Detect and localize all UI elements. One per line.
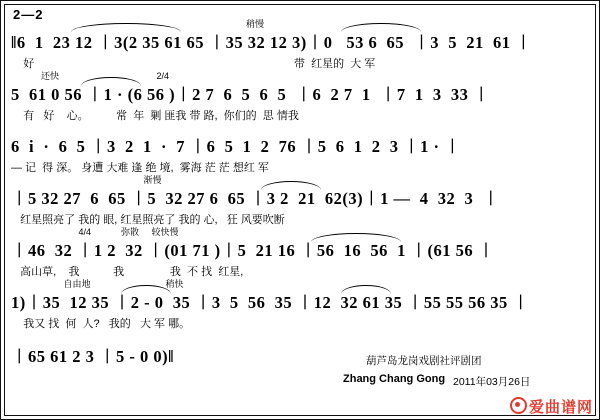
watermark-text: 爱曲谱网 bbox=[528, 399, 593, 416]
score-line-notes: ︱5 32 27 6 65 ︱5 32 27 6 65 ︱3 2 21 62(3)︱1 — 4 32 3 ︱ bbox=[11, 189, 500, 208]
site-watermark bbox=[510, 396, 593, 417]
score-line-marks: 稍慢 bbox=[11, 19, 265, 29]
watermark-logo-icon bbox=[510, 397, 527, 414]
score-line-lyrics: 好 带 红星的 大 军 bbox=[11, 58, 376, 70]
score-line-notes: 1)︱35 12 35 ︱2 - 0 35 ︱3 5 56 35 ︱12 32 61 35 ︱55 55 56 35 ︱ bbox=[11, 293, 530, 312]
page-number: 2—2 bbox=[13, 7, 44, 22]
score-line-lyrics: 红星照亮了 我的 眼, 红星照亮了 我的 心, 狂 风要吹断 bbox=[11, 214, 285, 226]
score-line-notes: ‖6 1 23 12 ︱3(2 35 61 65 ︱35 32 12 3)︱0 53 6 65 ︱3 5 21 61 ︱ bbox=[11, 33, 533, 52]
score-line-notes: 6 i · 6 5 ︱3 2 1 · 7 ︱6 5 1 2 76 ︱5 6 1 2 3 ︱1 · ︱ bbox=[11, 137, 462, 156]
score-line-notes: 5 61 0 56 ︱1 · (6 56 )︱2 7 6 5 6 5 ︱6 2 7 1 ︱7 1 3 33 ︱ bbox=[11, 85, 490, 104]
score-line bbox=[11, 279, 589, 339]
score-line-lyrics: 有 好 心。 常 年 剿 匪我 带 路, 你们的 思 情我 bbox=[11, 110, 299, 122]
score-line-notes: ︱46 32 ︱1 2 32 ︱(01 71 )︱5 21 16 ︱56 16 56 1 ︱(61 56 ︱ bbox=[11, 241, 495, 260]
score-line-lyrics: — 记 得 深。 身遭 大难 逢 绝 境, 雾海 茫 茫 想红 军 bbox=[11, 162, 269, 174]
score-line-marks: 自由地 稍快 bbox=[11, 279, 184, 289]
credit-date: 2011年03月26日 bbox=[453, 376, 531, 388]
score-line bbox=[11, 71, 589, 131]
score-line-lyrics: 高山草, 我 我 我 不 找 红星, bbox=[11, 266, 244, 278]
music-score bbox=[11, 19, 589, 409]
score-line-lyrics: 我又 找 何 人? 我的 大 军 哪。 bbox=[11, 318, 191, 330]
score-line-notes: ︱65 61 2 3 ︱5 - 0 0)‖ bbox=[11, 347, 174, 366]
score-line-marks: 4/4 弥散 较快慢 bbox=[11, 227, 179, 237]
score-line-marks: 渐慢 bbox=[11, 175, 162, 185]
credit-troupe: 葫芦岛龙岗戏剧社评剧团 bbox=[366, 355, 482, 367]
score-line-marks: 还快 2/4 bbox=[11, 71, 170, 81]
credit-author: Zhang Chang Gong bbox=[343, 373, 446, 385]
